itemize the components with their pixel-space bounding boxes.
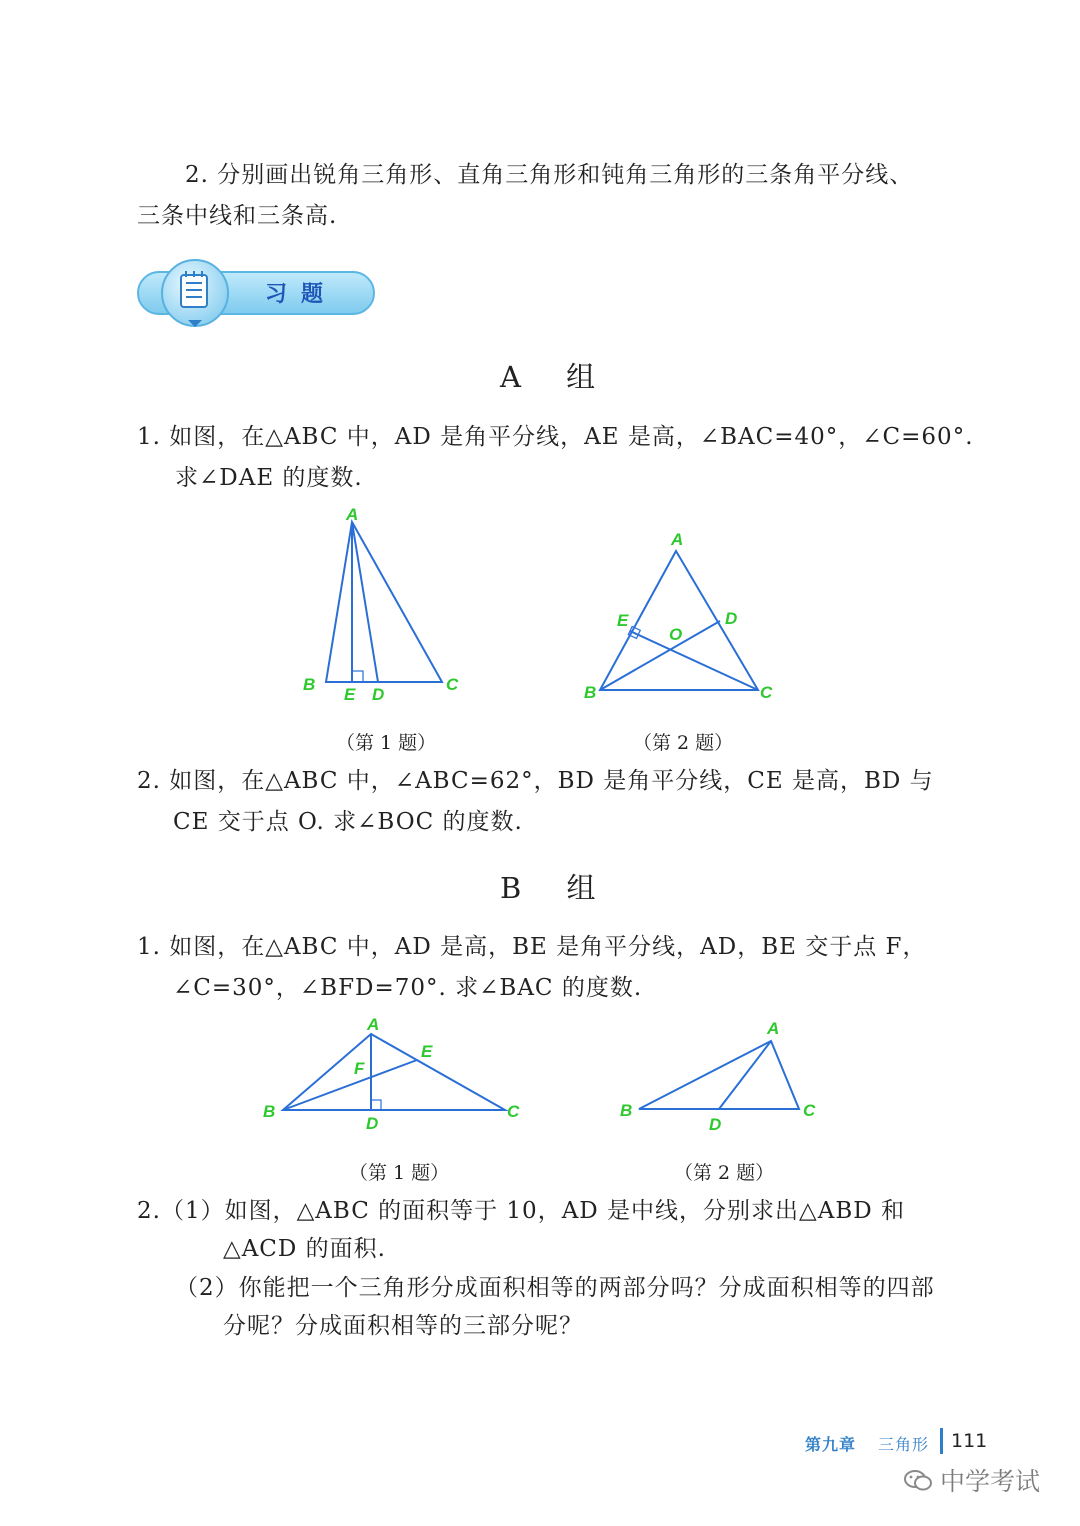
b2-label-b: B xyxy=(620,1101,633,1120)
b2-label-c: C xyxy=(803,1101,816,1120)
b-q2-line-1: 2.（1）如图，△ABC 的面积等于 10，AD 是中线，分别求出△ABD 和 xyxy=(137,1198,906,1224)
a1-label-c: C xyxy=(446,675,459,694)
b1-right-angle-mark xyxy=(371,1100,381,1110)
a-fig1-caption: （第 1 题） xyxy=(336,732,437,754)
a2-altitude-ce xyxy=(630,631,758,690)
a-q2-line-1: 2. 如图，在△ABC 中，∠ABC=62°，BD 是角平分线，CE 是高，BD 与 xyxy=(137,768,934,794)
wechat-icon xyxy=(903,1468,933,1492)
exercise-banner xyxy=(137,267,373,315)
banner-label: 习题 xyxy=(265,282,338,307)
a1-right-angle-mark xyxy=(352,671,363,682)
b-q1-line-2: ∠C=30°，∠BFD=70°. 求∠BAC 的度数. xyxy=(173,975,643,1001)
b-fig1-caption: （第 1 题） xyxy=(349,1162,450,1184)
b-q2-line-2: △ACD 的面积. xyxy=(223,1236,386,1262)
a2-label-e: E xyxy=(617,611,629,630)
footer-chapter: 第九章 xyxy=(805,1435,857,1454)
a1-label-e: E xyxy=(344,685,356,704)
footer-divider xyxy=(940,1428,943,1454)
b2-triangle xyxy=(639,1041,799,1109)
watermark-text: 中学考试 xyxy=(940,1467,1041,1496)
figure-a2 xyxy=(580,520,790,710)
a2-label-c: C xyxy=(760,683,773,702)
b-fig2-caption: （第 2 题） xyxy=(674,1162,775,1184)
a2-label-d: D xyxy=(725,609,738,628)
b1-label-c: C xyxy=(507,1102,520,1121)
group-b-title: B 组 xyxy=(500,871,614,905)
intro-line-1: 2. 分别画出锐角三角形、直角三角形和钝角三角形的三条角平分线、 xyxy=(185,162,914,188)
a1-triangle xyxy=(326,522,442,682)
b1-label-b: B xyxy=(263,1102,276,1121)
figure-b2 xyxy=(615,1015,825,1135)
a-q1-line-1: 1. 如图，在△ABC 中，AD 是角平分线，AE 是高，∠BAC=40°，∠C=60°. xyxy=(137,424,974,450)
a-q2-line-2: CE 交于点 O. 求∠BOC 的度数. xyxy=(173,809,523,835)
figure-a1 xyxy=(290,500,480,710)
a1-label-d: D xyxy=(372,685,385,704)
b-q1-line-1: 1. 如图，在△ABC 中，AD 是高，BE 是角平分线，AD，BE 交于点 F， xyxy=(137,934,927,960)
chevron-down-icon xyxy=(188,320,202,327)
a2-label-o: O xyxy=(669,625,683,644)
intro-line-2: 三条中线和三条高. xyxy=(137,203,338,229)
b1-label-f: F xyxy=(354,1059,365,1078)
b-q2-line-4: 分呢？分成面积相等的三部分呢？ xyxy=(223,1313,583,1339)
b2-median-ad xyxy=(719,1041,771,1109)
a-fig2-caption: （第 2 题） xyxy=(633,732,734,754)
b1-label-d: D xyxy=(366,1114,379,1133)
a2-label-a: A xyxy=(671,530,684,549)
a1-label-b: B xyxy=(303,675,316,694)
group-a-title: A 组 xyxy=(500,360,614,394)
b1-bisector-be xyxy=(283,1060,417,1110)
b2-label-a: A xyxy=(767,1019,780,1038)
a1-label-a: A xyxy=(346,505,359,524)
a2-label-b: B xyxy=(584,683,597,702)
notepad-icon xyxy=(161,259,229,327)
b-q2-line-3: （2）你能把一个三角形分成面积相等的两部分吗？分成面积相等的四部 xyxy=(175,1275,935,1301)
a-q1-line-2: 求∠DAE 的度数. xyxy=(175,465,363,491)
b2-label-d: D xyxy=(709,1115,722,1134)
b1-label-a: A xyxy=(367,1015,380,1034)
page-number: 111 xyxy=(951,1430,988,1452)
b1-label-e: E xyxy=(421,1042,433,1061)
figure-b1 xyxy=(255,1010,535,1140)
footer-title: 三角形 xyxy=(878,1435,930,1454)
